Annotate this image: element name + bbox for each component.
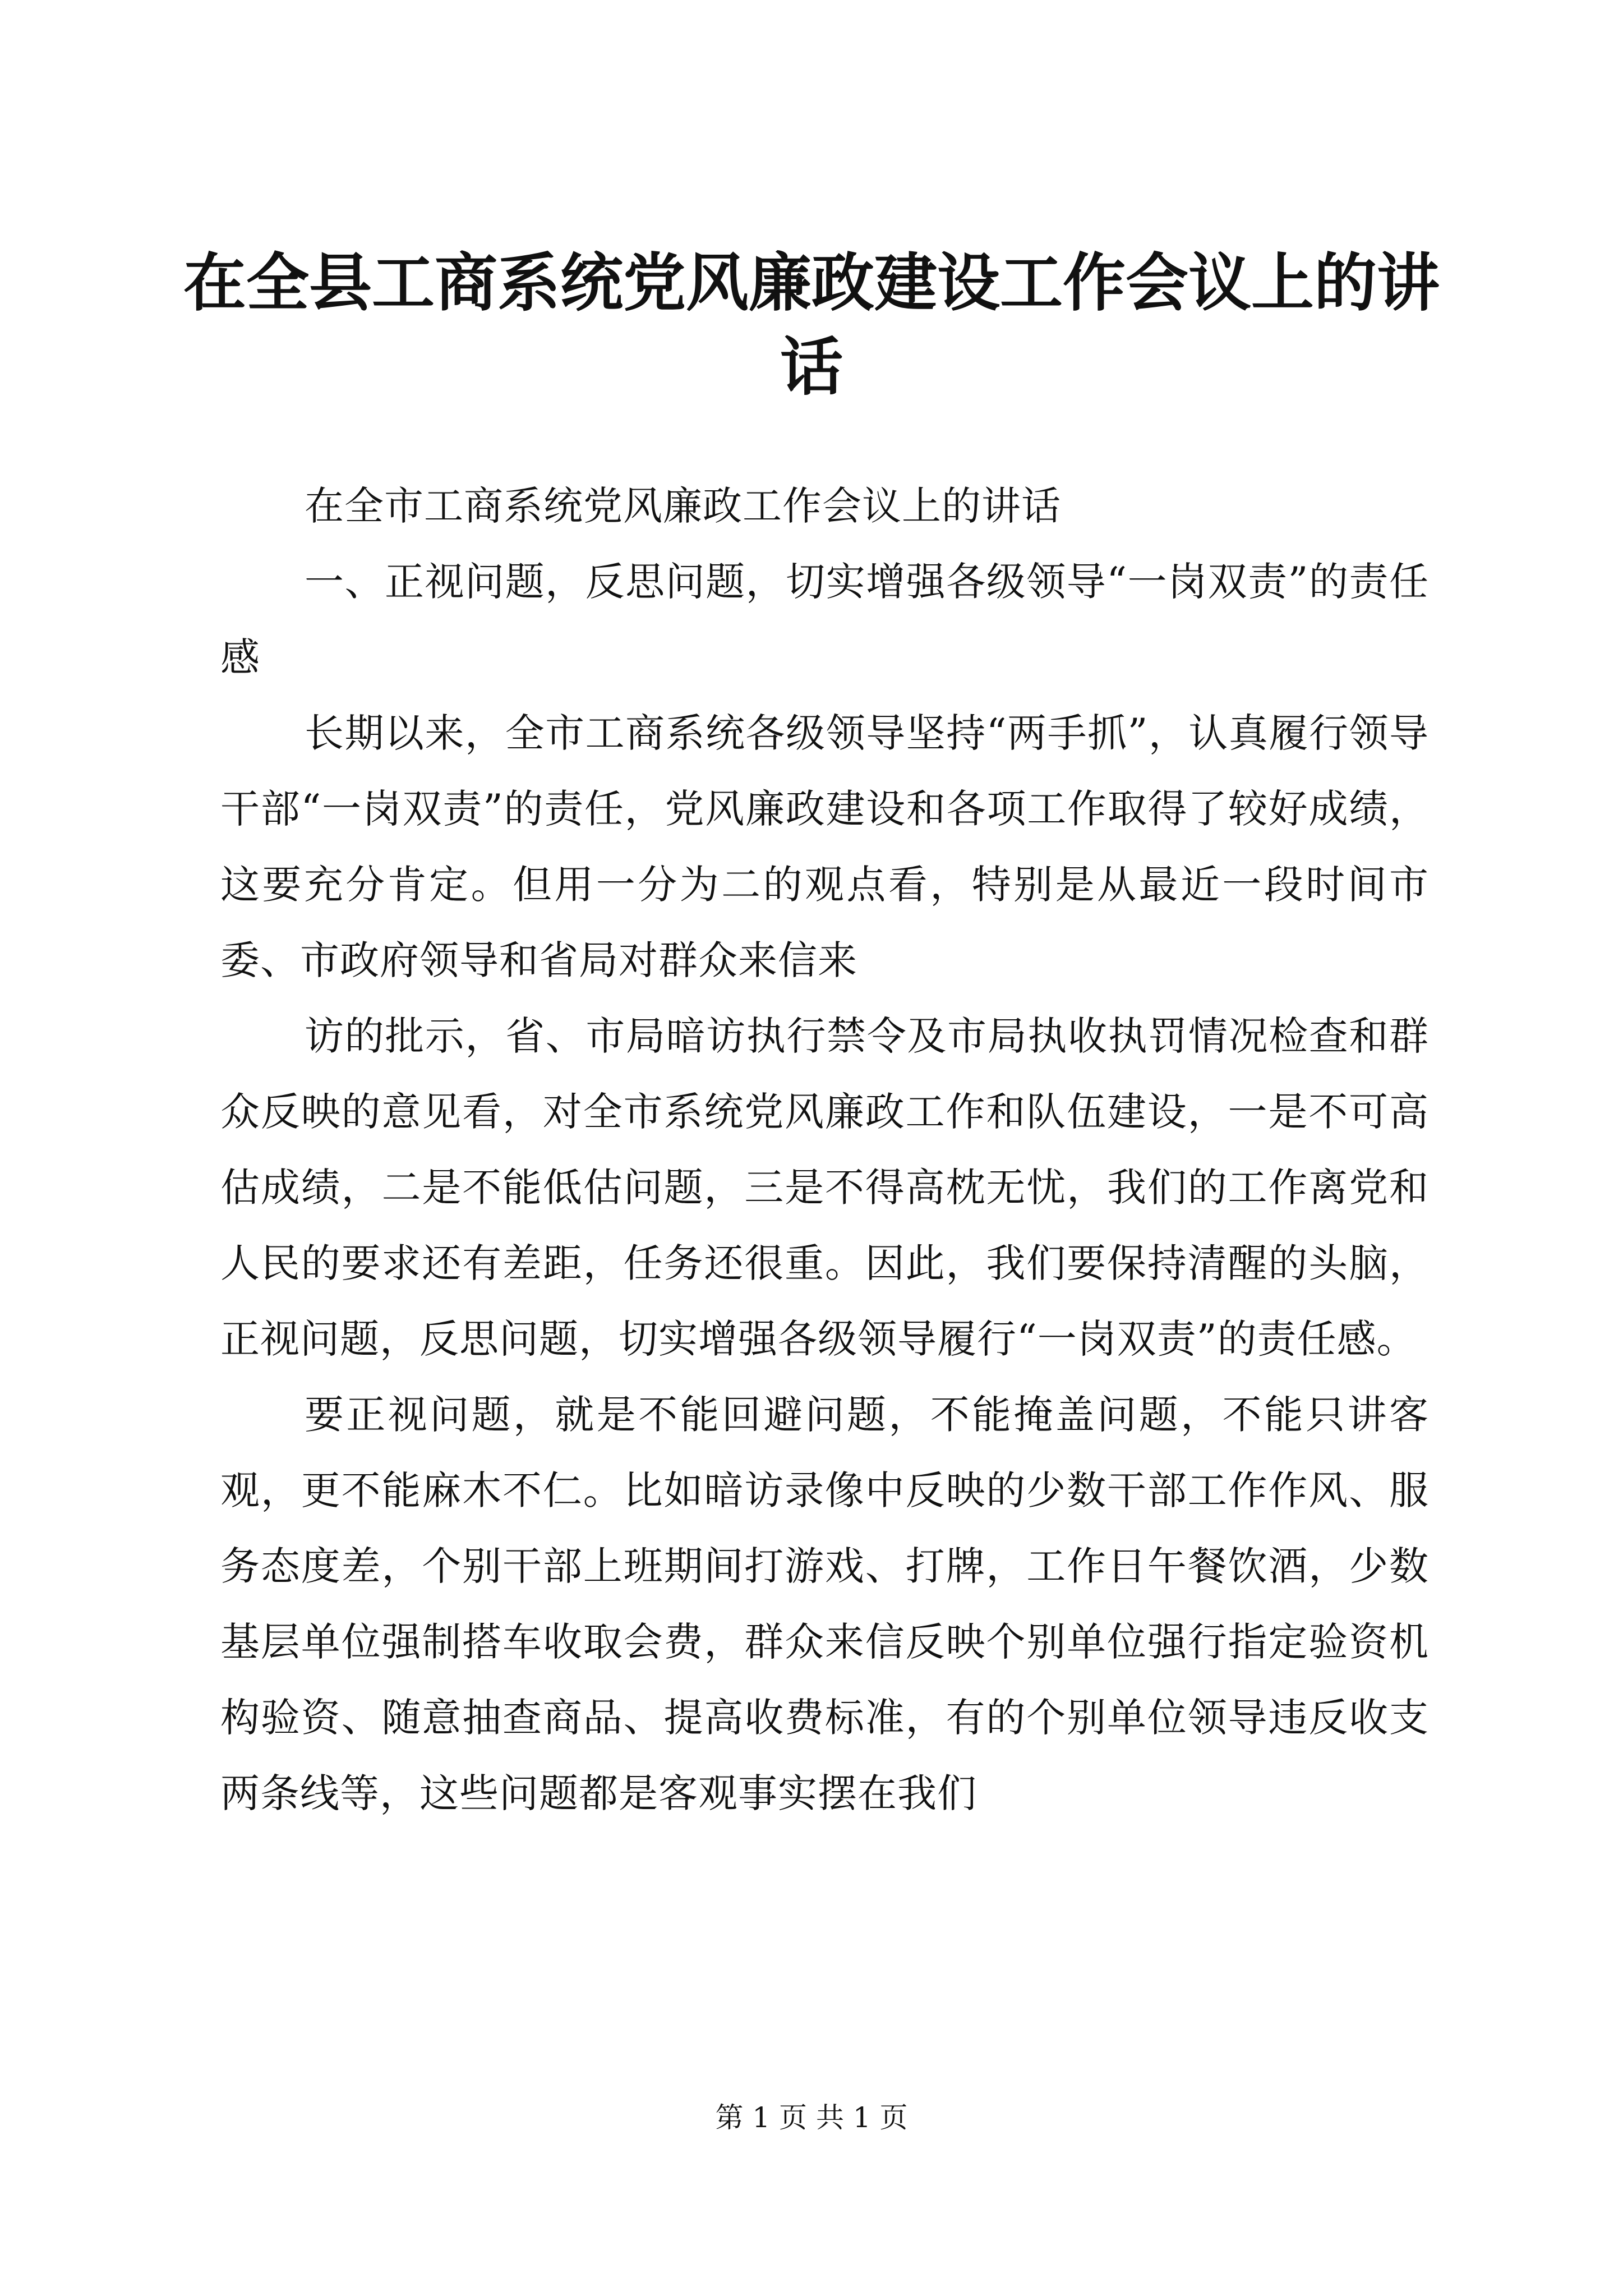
paragraph-body-1: 长期以来，全市工商系统各级领导坚持“两手抓”，认真履行领导干部“一岗双责”的责任，党风廉政建设和各项工作取得了较好成绩，这要充分肯定。但用一分为二的观点看，特别是从最近一段时间市委、市政府领导和省局对群众来信来 [220, 710, 1429, 983]
paragraph-subtitle: 在全市工商系统党风廉政工作会议上的讲话 [305, 483, 1061, 529]
document-body [220, 468, 1429, 1832]
paragraph-section-heading: 一、正视问题，反思问题，切实增强各级领导“一岗双责”的责任感 [220, 559, 1429, 680]
page-footer: 第 1 页 共 1 页 [715, 2101, 908, 2134]
paragraph-body-2: 访的批示，省、市局暗访执行禁令及市局执收执罚情况检查和群众反映的意见看，对全市系统党风廉政工作和队伍建设，一是不可高估成绩，二是不能低估问题，三是不得高枕无忧，我们的工作离党和人民的要求还有差距，任务还很重。因此，我们要保持清醒的头脑，正视问题，反思问题，切实增强各级领导履行“一岗双责”的责任感。 [220, 1013, 1429, 1362]
paragraph-body-3: 要正视问题，就是不能回避问题，不能掩盖问题，不能只讲客观，更不能麻木不仁。比如暗访录像中反映的少数干部工作作风、服务态度差，个别干部上班期间打游戏、打牌，工作日午餐饮酒，少数基层单位强制搭车收取会费，群众来信反映个别单位强行指定验资机构验资、随意抽查商品、提高收费标准，有的个别单位领导违反收支两条线等，这些问题都是客观事实摆在我们 [220, 1392, 1429, 1816]
document-title: 在全县工商系统党风廉政建设工作会议上的讲话 [183, 247, 1440, 404]
